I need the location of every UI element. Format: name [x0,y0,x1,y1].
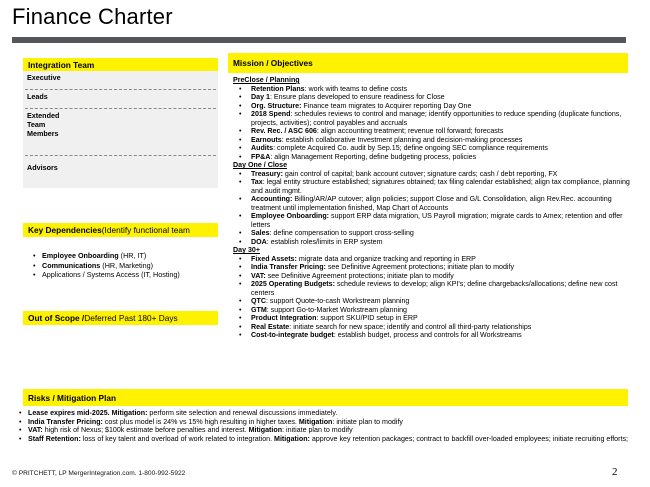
section-title-day-one: Day One / Close [233,161,288,169]
list-item: • India Transfer Pricing: see Definitive Agreement protections; initiate plan to modify [231,263,633,272]
integration-team-header-label: Integration Team [28,59,95,70]
list-item: • Staff Retention: loss of key talent and overload of work related to integration. Mitigation: approve key retention packages; contract to backfill over-loaded employees; initiate recruiting efforts; [16,435,628,444]
list-item: • GTM: support Go-to-Market Workstream planning [231,306,633,315]
mission-header [228,53,628,73]
list-item: • Fixed Assets: migrate data and organize tracking and reporting in ERP [231,255,633,264]
risks-header-label: Risks / Mitigation Plan [28,392,117,403]
mission-header-label: Mission / Objectives [233,58,313,68]
list-item: • Tax: legal entity structure established; signatures obtained; tax filing calendar established; align tax compliance, planning and audit mgmt. [231,178,633,195]
list-item: • Real Estate: initiate search for new space; identify and control all third-party relationships [231,323,633,332]
list-item: • Audits: complete Acquired Co. audit by Sep.15; define ongoing SEC compliance requirements [231,144,633,153]
team-divider [25,89,216,90]
list-item: • Employee Onboarding (HR, IT) [30,251,218,261]
list-item: • 2025 Operating Budgets: schedule reviews to develop; align KPI's; define chargebacks/allocations; define new cost centers [231,280,633,297]
list-item: • Employee Onboarding: support ERP data migration, US Payroll migration; migrate cards to Amex; retention and offer letters [231,212,633,229]
list-item: • Rev. Rec. / ASC 606: align accounting treatment; revenue roll forward; forecasts [231,127,633,136]
footer-copyright: © PRITCHETT, LP MergerIntegration.com. 1-800-992-5922 [12,470,186,477]
team-divider [25,108,216,109]
team-row-extended-members: Extended Team Members [27,111,60,138]
key-dependencies-title: Key Dependencies [28,225,102,235]
list-item: • VAT: see Definitive Agreement protections; initiate plan to modify [231,272,633,281]
list-item: • Earnouts: establish collaborative Investment planning and decision-making processes [231,136,633,145]
team-divider [25,155,216,156]
risks-list [16,409,628,443]
day-30-list [231,255,633,340]
page-number: 2 [612,466,618,478]
list-item: • Treasury: gain control of capital; bank account cutover; signature cards; cash / debt reporting, FX [231,170,633,179]
key-dependencies-header [23,223,218,237]
list-item: • QTC: support Quote-to-cash Workstream planning [231,297,633,306]
key-dependencies-list [30,251,218,280]
list-item: • Applications / Systems Access (IT, Hosting) [30,270,218,280]
list-item: • VAT: high risk of Nexus; $100k estimate before penalties and interest. Mitigation: initiate plan to modify [16,426,628,435]
out-of-scope-subtitle: Deferred Past 180+ Days [84,313,178,323]
key-dependencies-subtitle: (Identify functional team [101,225,190,235]
integration-team-header [23,58,218,71]
list-item: • Communications (HR, Marketing) [30,261,218,271]
mission-body [231,76,633,340]
team-row-advisors: Advisors [27,163,58,172]
page-title: Finance Charter [12,4,173,29]
list-item: • India Transfer Pricing: cost plus model is 24% vs 15% high resulting in higher taxes. Mitigation: initiate plan to modify [16,418,628,427]
risks-header [23,389,628,406]
list-item: • Sales: define compensation to support cross-selling [231,229,633,238]
integration-team-panel [23,71,218,188]
section-title-day-30: Day 30+ [233,246,261,254]
list-item: • FP&A: align Management Reporting, define budgeting process, policies [231,153,633,162]
list-item: • Org. Structure: Finance team migrates to Acquirer reporting Day One [231,102,633,111]
list-item: • Retention Plans: work with teams to define costs [231,85,633,94]
team-row-executive: Executive [27,73,61,82]
list-item: • Day 1: Ensure plans developed to ensure readiness for Close [231,93,633,102]
list-item: • Cost-to-integrate budget: establish budget, process and controls for all Workstreams [231,331,633,340]
preclose-list [231,85,633,162]
list-item: • Product Integration: support SKU/PID setup in ERP [231,314,633,323]
title-rule [12,37,626,43]
day-one-list [231,170,633,247]
list-item: • Lease expires mid-2025. Mitigation: perform site selection and renewal discussions immediately. [16,409,628,418]
list-item: • 2018 Spend: schedules reviews to control and manage; identify opportunities to reduce spending (duplicate functions, projects, activities); control payables and accruals [231,110,633,127]
team-row-leads: Leads [27,92,48,101]
list-item: • DOA: establish roles/limits in ERP system [231,238,633,247]
list-item: • Accounting: Billing/AR/AP cutover; align policies; support Close and G/L Consolidation, align Rev.Rec. accounting treatment until implementation finished, Map Chart of Accounts [231,195,633,212]
out-of-scope-title: Out of Scope / [28,313,85,323]
out-of-scope-header [23,311,218,325]
section-title-preclose: PreClose / Planning [233,76,300,84]
